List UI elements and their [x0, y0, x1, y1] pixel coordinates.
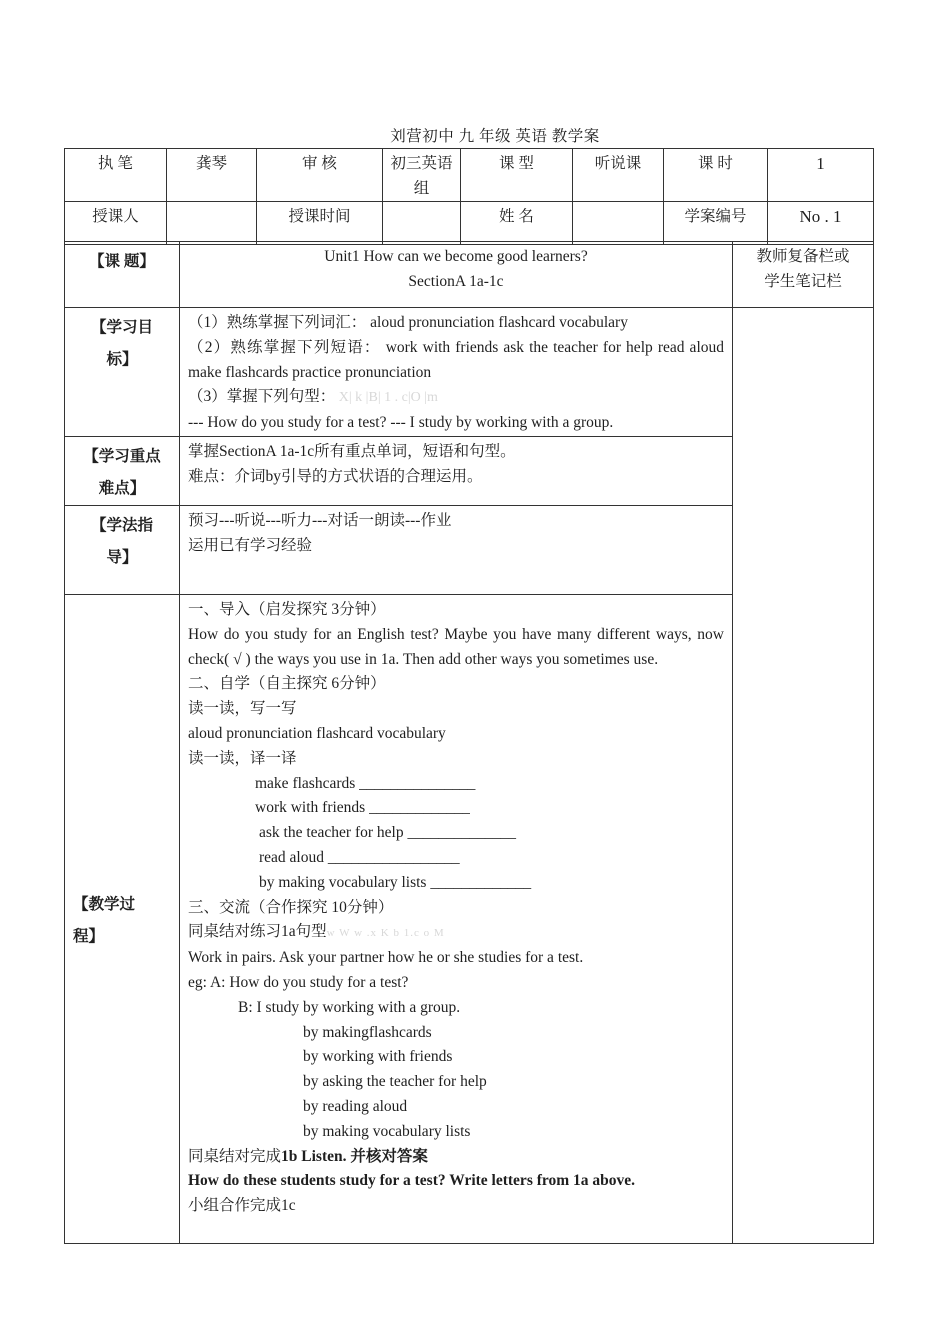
example-option: by working with friends	[303, 1048, 453, 1066]
pair-instruction: Work in pairs. Ask your partner how he or she studies for a test.	[188, 949, 584, 967]
example-option: by makingflashcards	[303, 1023, 432, 1041]
task-1b-question: How do these students study for a test? Write letters from 1a above.	[188, 1172, 636, 1190]
section-2-title: 二、自学（自主探究 6分钟）	[188, 675, 386, 693]
read-write-label: 读一读，写一写	[188, 700, 297, 718]
topic-content	[180, 242, 733, 308]
page-title: 刘营初中 九 年级 英语 教学案	[390, 128, 600, 145]
key-point-2: 难点：介词by引导的方式状语的合理运用。	[188, 467, 483, 485]
teacher-value	[167, 202, 257, 245]
period-label: 课 时	[664, 149, 768, 202]
process-label: 【教学过程】	[65, 594, 180, 1243]
watermark-text: X| k |B| 1 . c|O |m	[335, 390, 438, 406]
example-option: by making vocabulary lists	[303, 1122, 471, 1140]
phrase-item: ask the teacher for help ______________	[259, 824, 516, 842]
method-line-2: 运用已有学习经验	[188, 536, 313, 554]
case-no-value: No . 1	[768, 202, 874, 245]
lesson-type-value: 听说课	[573, 149, 664, 202]
review-label: 审 核	[257, 149, 383, 202]
example-b: B: I study by working with a group.	[238, 998, 461, 1016]
review-value: 初三英语组	[383, 149, 461, 202]
lesson-type-label: 课 型	[461, 149, 573, 202]
objective-2: （2）熟练掌握下列短语： work with friends ask the teacher for help read aloud make flashcards practice pronunciation	[188, 338, 724, 381]
name-label: 姓 名	[461, 202, 573, 245]
main-table	[64, 241, 874, 1244]
example-a: eg: A: How do you study for a test?	[188, 973, 409, 991]
process-content	[180, 594, 733, 1243]
watermark-text: w W w .x K b 1.c o M	[326, 927, 445, 940]
key-point-1: 掌握SectionA 1a-1c所有重点单词，短语和句型。	[188, 442, 516, 460]
method-line-1: 预习---听说---听力---对话一朗读---作业	[188, 511, 452, 529]
key-points-content	[180, 436, 733, 505]
time-label: 授课时间	[257, 202, 383, 245]
section-3-title: 三、交流（合作探究 10分钟）	[188, 898, 394, 916]
side-note: 教师复备栏或学生笔记栏	[733, 242, 874, 308]
header-table	[64, 148, 874, 245]
topic-label: 【课 题】	[65, 242, 180, 308]
vocab-words: aloud pronunciation flashcard vocabulary	[188, 724, 446, 742]
name-value	[573, 202, 664, 245]
objective-4: --- How do you study for a test? --- I study by working with a group.	[188, 414, 614, 432]
objective-1: （1）熟练掌握下列词汇： aloud pronunciation flashcard vocabulary	[188, 314, 628, 331]
period-value: 1	[768, 149, 874, 202]
author-label: 执 笔	[65, 149, 167, 202]
objectives-content	[180, 308, 733, 437]
teacher-label: 授课人	[65, 202, 167, 245]
objective-3: （3）掌握下列句型： X| k |B| 1 . c|O |m	[188, 388, 438, 406]
read-translate-label: 读一读，译一译	[188, 749, 297, 767]
phrase-item: work with friends _____________	[255, 799, 470, 817]
phrase-item: by making vocabulary lists _____________	[259, 873, 532, 891]
topic-line-1: Unit1 How can we become good learners?	[324, 248, 588, 265]
section-1-title: 一、导入（启发探究 3分钟）	[188, 600, 386, 618]
key-points-label: 【学习重点难点】	[65, 436, 180, 505]
method-label: 【学法指导】	[65, 505, 180, 594]
method-content	[180, 505, 733, 594]
example-option: by asking the teacher for help	[303, 1073, 487, 1091]
section-1-text: How do you study for an English test? Maybe you have many different ways, now check( √ ) the ways you use in 1a. Then add other ways you sometimes use.	[188, 625, 724, 668]
phrase-item: read aloud _________________	[259, 848, 460, 866]
topic-line-2: SectionA 1a-1c	[408, 272, 504, 290]
time-value	[383, 202, 461, 245]
example-option: by reading aloud	[303, 1097, 408, 1115]
notes-column	[733, 308, 874, 1244]
objectives-label: 【学习目标】	[65, 308, 180, 437]
phrase-item: make flashcards _______________	[255, 774, 476, 792]
group-task: 小组合作完成1c	[188, 1197, 296, 1215]
case-no-label: 学案编号	[664, 202, 768, 245]
task-1b: 同桌结对完成1b Listen. 并核对答案	[188, 1147, 428, 1165]
pair-practice: 同桌结对练习1a句型w W w .x K b 1.c o M	[188, 923, 445, 941]
author-value: 龚琴	[167, 149, 257, 202]
